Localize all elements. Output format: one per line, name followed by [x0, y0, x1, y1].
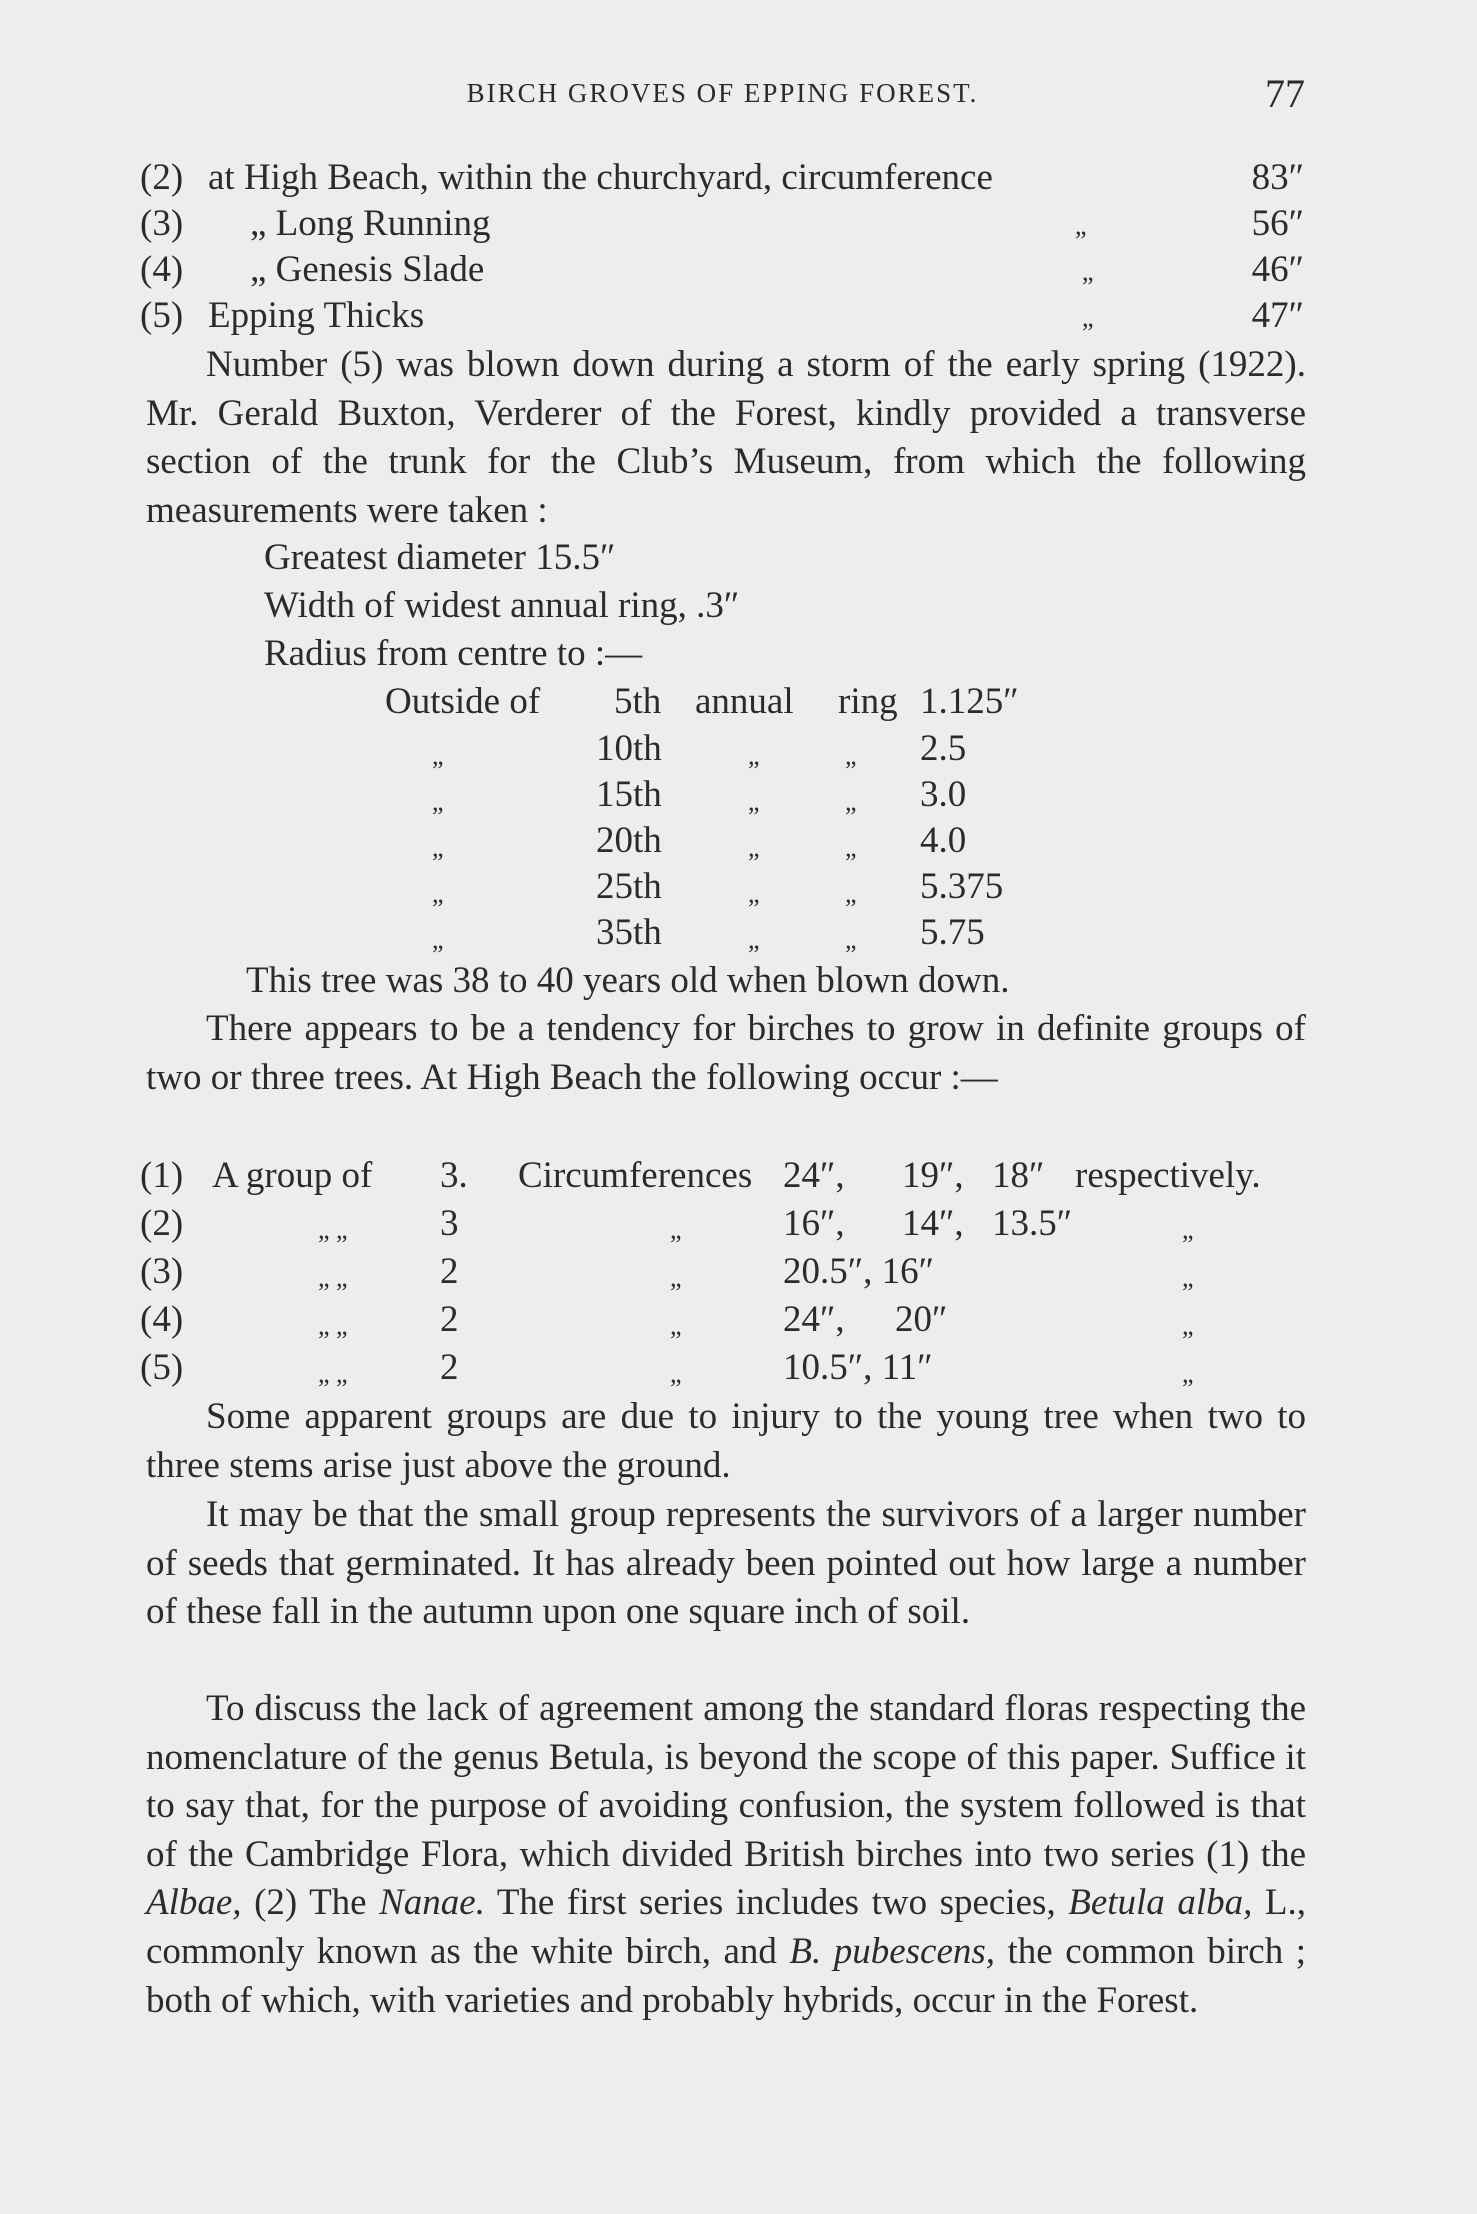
ring-number: 10th	[596, 728, 662, 769]
group-value: 24″,	[783, 1155, 845, 1196]
taxon-nanae: Nanae.	[379, 1882, 485, 1924]
group-suffix: „	[1182, 1263, 1194, 1292]
group-label: Circumferences	[518, 1155, 753, 1196]
list-item-ditto: „	[1082, 257, 1094, 286]
group-suffix: respectively.	[1075, 1155, 1261, 1196]
list-item-value: 46″	[1251, 249, 1304, 290]
group-num: (1)	[140, 1155, 184, 1196]
ring-label: annual	[695, 681, 794, 722]
group-label: „	[670, 1263, 682, 1292]
ring-value: 2.5	[920, 728, 967, 769]
group-value: 24″,	[783, 1299, 845, 1340]
list-item-num: (3)	[140, 203, 184, 244]
tree-age-line: This tree was 38 to 40 years old when blown down.	[246, 960, 1010, 1001]
ring-value: 5.375	[920, 866, 1004, 907]
ring-number: 15th	[596, 774, 662, 815]
list-item-text: Epping Thicks	[208, 295, 425, 336]
paragraph-nomenclature: To discuss the lack of agreement among the standard floras respecting the nomenclature of the genus Betula, is beyond the scope of this paper. Suffice it to say that, for the purpose of avoiding confusion, the system followed is that of the Cambridge Flora, which divided British birches into two series (1) the Albae, (2) The Nanae. The first series includes two species, Betula alba, L., commonly known as the white birch, and B. pubescens, the common birch ; both of which, with varieties and probably hybrids, occur in the Forest.	[146, 1688, 1306, 2021]
measurement-radius-heading: Radius from centre to :—	[264, 633, 643, 674]
ring-number: 20th	[596, 820, 662, 861]
list-item-num: (5)	[140, 295, 184, 336]
group-num: (4)	[140, 1299, 184, 1340]
ring-value: 4.0	[920, 820, 967, 861]
running-header	[140, 70, 1305, 120]
ring-prefix: „	[432, 925, 444, 954]
page-number: 77	[1265, 71, 1305, 116]
group-value: 20″	[895, 1299, 948, 1340]
list-item-value: 47″	[1251, 295, 1304, 336]
list-item-num: (2)	[140, 157, 184, 198]
ring-label: „	[748, 833, 760, 862]
group-desc: „ „	[318, 1359, 348, 1388]
taxon-betula-alba: Betula alba,	[1068, 1882, 1253, 1924]
list-item-value: 83″	[1251, 157, 1304, 198]
header-title: BIRCH GROVES OF EPPING FOREST.	[466, 78, 979, 108]
paragraph-injury: Some apparent groups are due to injury to the young tree when two to three stems arise just above the ground.	[146, 1396, 1306, 1486]
ring-label: „	[748, 787, 760, 816]
ring-label: „	[748, 879, 760, 908]
group-value: 18″	[992, 1155, 1045, 1196]
group-desc: „ „	[318, 1215, 348, 1244]
list-item-num: (4)	[140, 249, 184, 290]
ring-prefix: Outside of	[385, 681, 541, 722]
list-item-text: „ Long Running	[250, 203, 491, 244]
taxon-b-pubescens: B. pubescens,	[789, 1930, 996, 1972]
group-count: 3	[440, 1203, 459, 1244]
taxon-albae: Albae,	[146, 1882, 242, 1924]
list-item-text: at High Beach, within the churchyard, circumference	[208, 157, 993, 198]
group-label: „	[670, 1215, 682, 1244]
group-label: „	[670, 1359, 682, 1388]
group-count: 2	[440, 1251, 459, 1292]
list-item-ditto: „	[1075, 211, 1087, 240]
group-suffix: „	[1182, 1311, 1194, 1340]
group-count: 3.	[440, 1155, 468, 1196]
ring-unit: „	[845, 833, 857, 862]
list-item-ditto: „	[1082, 303, 1094, 332]
group-value: 19″,	[902, 1155, 964, 1196]
ring-value: 5.75	[920, 912, 985, 953]
ring-prefix: „	[432, 741, 444, 770]
group-label: „	[670, 1311, 682, 1340]
group-value: 20.5″, 16″	[783, 1251, 935, 1292]
group-value: 13.5″	[992, 1203, 1073, 1244]
ring-prefix: „	[432, 787, 444, 816]
paragraph-storm: Number (5) was blown down during a storm of the early spring (1922). Mr. Gerald Buxton, Verderer of the Forest, kindly provided a transverse section of the trunk for the Club’s Museum, from which the following measurements were taken :	[146, 344, 1306, 531]
group-desc: „ „	[318, 1311, 348, 1340]
ring-prefix: „	[432, 879, 444, 908]
ring-value: 3.0	[920, 774, 967, 815]
group-suffix: „	[1182, 1359, 1194, 1388]
group-value: 14″,	[902, 1203, 964, 1244]
ring-number: 35th	[596, 912, 662, 953]
ring-label: „	[748, 925, 760, 954]
ring-value: 1.125″	[920, 681, 1019, 722]
ring-number: 5th	[614, 681, 662, 722]
ring-number: 25th	[596, 866, 662, 907]
ring-unit: ring	[838, 681, 898, 722]
group-desc: „ „	[318, 1263, 348, 1292]
group-count: 2	[440, 1347, 459, 1388]
ring-unit: „	[845, 787, 857, 816]
paragraph-seeds: It may be that the small group represents the survivors of a larger number of seeds that germinated. It has already been pointed out how large a number of these fall in the autumn upon one square inch of soil.	[146, 1494, 1306, 1633]
ring-label: „	[748, 741, 760, 770]
paragraph-groups: There appears to be a tendency for birches to grow in definite groups of two or three trees. At High Beach the following occur :—	[146, 1008, 1306, 1098]
group-num: (5)	[140, 1347, 184, 1388]
group-count: 2	[440, 1299, 459, 1340]
group-num: (2)	[140, 1203, 184, 1244]
measurement-diameter: Greatest diameter 15.5″	[264, 537, 616, 578]
group-num: (3)	[140, 1251, 184, 1292]
group-value: 10.5″, 11″	[783, 1347, 933, 1388]
measurement-ring-width: Width of widest annual ring, .3″	[264, 585, 740, 626]
ring-prefix: „	[432, 833, 444, 862]
list-item-text: „ Genesis Slade	[250, 249, 485, 290]
ring-unit: „	[845, 879, 857, 908]
ring-unit: „	[845, 925, 857, 954]
ring-unit: „	[845, 741, 857, 770]
group-suffix: „	[1182, 1215, 1194, 1244]
list-item-value: 56″	[1251, 203, 1304, 244]
group-value: 16″,	[783, 1203, 845, 1244]
group-desc: A group of	[212, 1155, 373, 1196]
